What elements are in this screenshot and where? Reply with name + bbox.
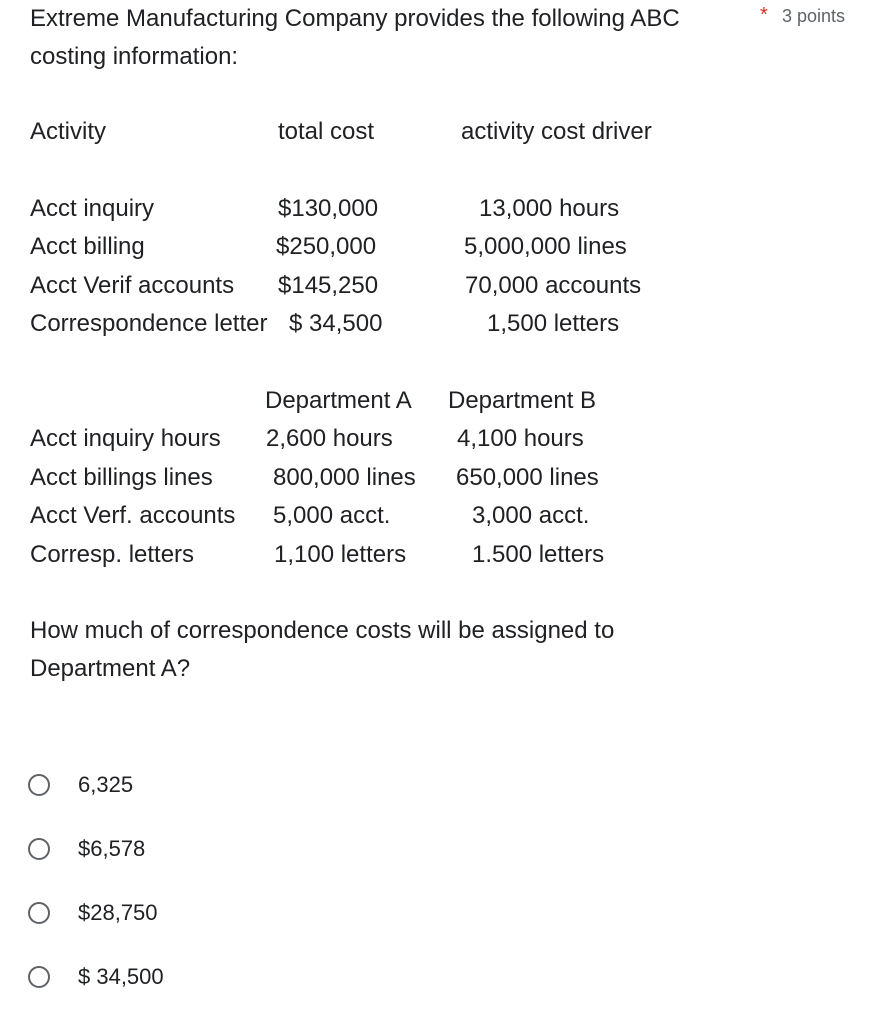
activity-cost: $250,000 — [276, 233, 377, 260]
activity-driver: 5,000,000 lines — [464, 233, 627, 260]
dept-b-value: 650,000 lines — [456, 464, 599, 491]
radio-button[interactable] — [28, 966, 50, 988]
option-label[interactable]: 6,325 — [78, 772, 134, 797]
option-label[interactable]: $28,750 — [78, 900, 158, 925]
answer-option[interactable] — [28, 957, 164, 997]
dept-a-value: 1,100 letters — [274, 541, 407, 568]
dept-b-value: 1.500 letters — [472, 541, 605, 568]
dept-a-header: Department A — [265, 387, 412, 414]
answer-option[interactable] — [28, 893, 158, 933]
activity-name: Correspondence letter — [30, 310, 268, 337]
dept-row-label: Acct inquiry hours — [30, 425, 221, 452]
activity-cost: $130,000 — [278, 195, 379, 222]
activity-driver: 70,000 accounts — [465, 272, 642, 299]
activity-driver: 1,500 letters — [487, 310, 620, 337]
radio-button[interactable] — [28, 902, 50, 924]
activity-name: Acct inquiry — [30, 195, 155, 222]
dept-a-value: 5,000 acct. — [273, 502, 391, 529]
required-marker: * — [760, 4, 768, 26]
dept-a-value: 2,600 hours — [266, 425, 393, 452]
answer-option[interactable] — [28, 765, 133, 805]
radio-button[interactable] — [28, 774, 50, 796]
dept-b-header: Department B — [448, 387, 597, 414]
answer-option[interactable] — [28, 829, 145, 869]
activity-name: Acct billing — [30, 233, 145, 260]
question-prompt: How much of correspondence costs will be assigned to Department A? — [30, 617, 615, 682]
activity-cost: $145,250 — [278, 272, 379, 299]
points-label: 3 points — [782, 6, 846, 26]
dept-row-label: Corresp. letters — [30, 541, 195, 568]
dept-a-value: 800,000 lines — [273, 464, 416, 491]
activity-driver: 13,000 hours — [479, 195, 620, 222]
cost-driver-header: activity cost driver — [461, 118, 652, 145]
dept-b-value: 3,000 acct. — [472, 502, 590, 529]
dept-row-label: Acct billings lines — [30, 464, 213, 491]
activity-header: Activity — [30, 118, 107, 145]
radio-button[interactable] — [28, 838, 50, 860]
option-label[interactable]: $ 34,500 — [78, 964, 164, 989]
activity-cost: $ 34,500 — [289, 310, 383, 337]
total-cost-header: total cost — [278, 118, 375, 145]
activity-name: Acct Verif accounts — [30, 272, 235, 299]
dept-row-label: Acct Verf. accounts — [30, 502, 236, 529]
question-title: Extreme Manufacturing Company provides the following ABC costing information: — [30, 5, 680, 70]
option-label[interactable]: $6,578 — [78, 836, 146, 861]
dept-b-value: 4,100 hours — [457, 425, 584, 452]
